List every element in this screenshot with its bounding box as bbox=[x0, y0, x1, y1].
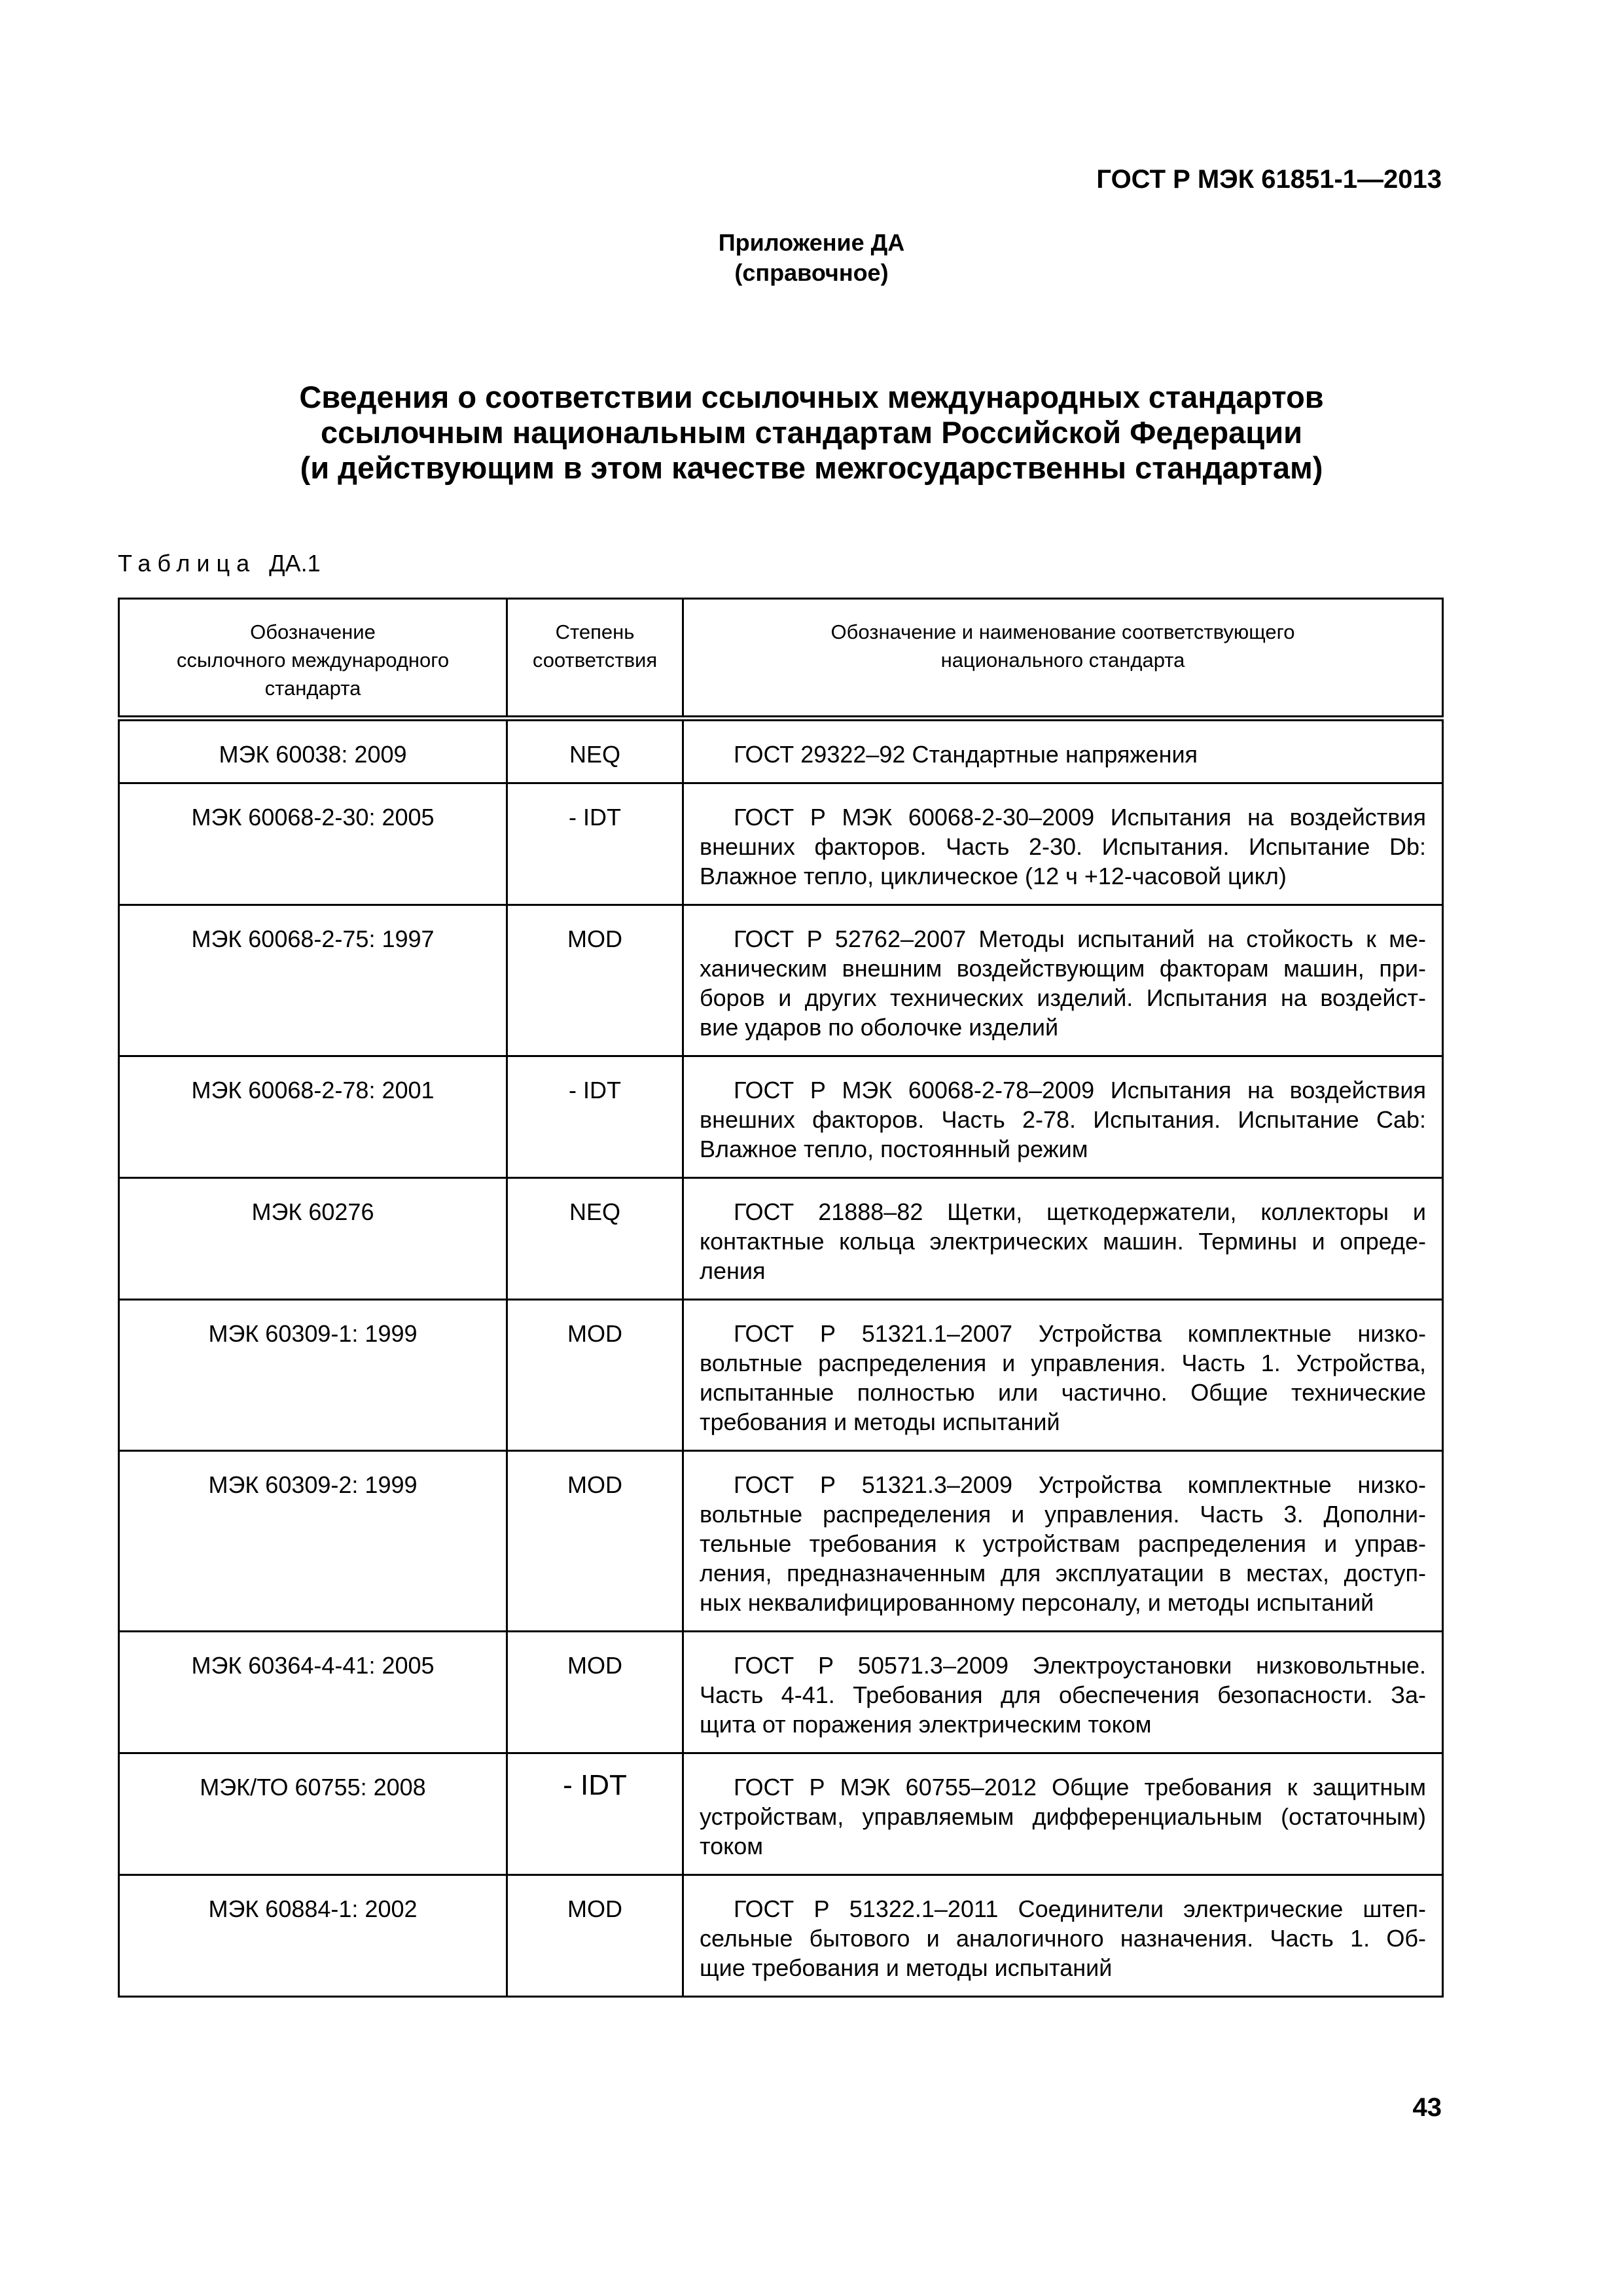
table-row bbox=[119, 1875, 1443, 1997]
table-row bbox=[119, 1632, 1443, 1753]
degree-cell: MOD bbox=[507, 905, 683, 1056]
national-standard-cell bbox=[683, 1632, 1443, 1753]
table-row bbox=[119, 1056, 1443, 1178]
national-standard-line: вие ударов по оболочке изделий bbox=[700, 1014, 1059, 1041]
degree-cell: - IDT bbox=[507, 1753, 683, 1875]
header-line: ссылочного международного bbox=[176, 649, 450, 672]
table-row bbox=[119, 905, 1443, 1056]
national-standard-line: ГОСТ 21888–82 Щетки, щеткодержатели, коллекторы и bbox=[734, 1198, 1426, 1225]
national-standard-line: вольтные распределения и управления. Часть 1. Устройства, bbox=[700, 1350, 1426, 1376]
appendix-subtitle: (справочное) bbox=[734, 259, 889, 286]
national-standard-line: ханическим внешним воздействующим факторам машин, при- bbox=[700, 955, 1426, 982]
table-row bbox=[119, 1178, 1443, 1300]
header-line: национального стандарта bbox=[940, 649, 1185, 672]
header-line: соответствия bbox=[532, 649, 658, 672]
national-standard-line: внешних факторов. Часть 2-78. Испытания. Испытание Cab: bbox=[700, 1106, 1426, 1133]
degree-cell: NEQ bbox=[507, 1178, 683, 1300]
title-line: ссылочным национальным стандартам Российской Федерации bbox=[320, 415, 1302, 450]
table-row bbox=[119, 1300, 1443, 1451]
degree-cell: MOD bbox=[507, 1451, 683, 1632]
international-standard-cell: МЭК 60068-2-78: 2001 bbox=[119, 1056, 507, 1178]
national-standard-cell bbox=[683, 1451, 1443, 1632]
header-line: стандарта bbox=[264, 677, 361, 700]
national-standard-line: ных неквалифицированному персоналу, и методы испытаний bbox=[700, 1589, 1374, 1616]
national-standard-line: боров и других технических изделий. Испытания на воздейст- bbox=[700, 984, 1426, 1011]
document-code-header: ГОСТ Р МЭК 61851-1—2013 bbox=[1096, 165, 1442, 194]
national-standard-line: контактные кольца электрических машин. Термины и опреде- bbox=[700, 1228, 1426, 1255]
national-standard-line: ления bbox=[700, 1257, 766, 1284]
national-standard-line: током bbox=[700, 1833, 764, 1859]
table-caption-word: Таблица bbox=[118, 550, 257, 577]
international-standard-cell: МЭК 60068-2-75: 1997 bbox=[119, 905, 507, 1056]
national-standard-cell bbox=[683, 1753, 1443, 1875]
national-standard-line: требования и методы испытаний bbox=[700, 1408, 1060, 1435]
international-standard-cell: МЭК 60309-2: 1999 bbox=[119, 1451, 507, 1632]
national-standard-line: Влажное тепло, циклическое (12 ч +12-часовой цикл) bbox=[700, 863, 1287, 889]
national-standard-line: ГОСТ Р 51321.1–2007 Устройства комплектные низко- bbox=[734, 1320, 1426, 1347]
title-line: (и действующим в этом качестве межгосударственны стандартам) bbox=[300, 450, 1323, 485]
national-standard-line: щие требования и методы испытаний bbox=[700, 1954, 1113, 1981]
degree-cell: MOD bbox=[507, 1632, 683, 1753]
national-standard-line: устройствам, управляемым дифференциальным (остаточным) bbox=[700, 1803, 1426, 1830]
table-row bbox=[119, 1451, 1443, 1632]
national-standard-line: ГОСТ Р МЭК 60068-2-78–2009 Испытания на воздействия bbox=[734, 1077, 1426, 1103]
table-caption-number: ДА.1 bbox=[269, 550, 321, 577]
correspondence-table bbox=[118, 598, 1444, 1998]
national-standard-line: ГОСТ Р 51322.1–2011 Соединители электрические штеп- bbox=[734, 1895, 1426, 1922]
international-standard-cell: МЭК 60884-1: 2002 bbox=[119, 1875, 507, 1997]
national-standard-line: ления, предназначенным для эксплуатации в местах, доступ- bbox=[700, 1560, 1426, 1587]
national-standard-line: вольтные распределения и управления. Часть 3. Дополни- bbox=[700, 1501, 1426, 1528]
national-standard-line: ГОСТ 29322–92 Стандартные напряжения bbox=[734, 741, 1198, 768]
international-standard-cell: МЭК 60276 bbox=[119, 1178, 507, 1300]
title-line: Сведения о соответствии ссылочных международных стандартов bbox=[299, 380, 1324, 414]
national-standard-cell bbox=[683, 783, 1443, 905]
national-standard-line: ГОСТ Р МЭК 60755–2012 Общие требования к защитным bbox=[734, 1774, 1426, 1801]
table-row bbox=[119, 1753, 1443, 1875]
header-line: Обозначение bbox=[250, 620, 376, 643]
table-row bbox=[119, 783, 1443, 905]
degree-cell: MOD bbox=[507, 1300, 683, 1451]
national-standard-line: Часть 4-41. Требования для обеспечения безопасности. За- bbox=[700, 1681, 1426, 1708]
header-international-standard bbox=[119, 599, 507, 719]
national-standard-line: тельные требования к устройствам распределения и управ- bbox=[700, 1530, 1426, 1557]
table-row bbox=[119, 719, 1443, 783]
header-degree bbox=[507, 599, 683, 719]
national-standard-line: щита от поражения электрическим током bbox=[700, 1711, 1152, 1738]
international-standard-cell: МЭК/ТО 60755: 2008 bbox=[119, 1753, 507, 1875]
national-standard-cell bbox=[683, 905, 1443, 1056]
document-title bbox=[0, 380, 1623, 486]
international-standard-cell: МЭК 60068-2-30: 2005 bbox=[119, 783, 507, 905]
national-standard-cell bbox=[683, 1875, 1443, 1997]
header-line: Степень bbox=[555, 620, 635, 643]
national-standard-cell bbox=[683, 1056, 1443, 1178]
national-standard-cell bbox=[683, 1178, 1443, 1300]
national-standard-line: испытанные полностью или частично. Общие технические bbox=[700, 1379, 1426, 1406]
national-standard-line: ГОСТ Р 52762–2007 Методы испытаний на стойкость к ме- bbox=[734, 925, 1426, 952]
international-standard-cell: МЭК 60364-4-41: 2005 bbox=[119, 1632, 507, 1753]
degree-cell: - IDT bbox=[507, 783, 683, 905]
national-standard-cell bbox=[683, 719, 1443, 783]
appendix-title: Приложение ДА bbox=[718, 229, 905, 256]
appendix-heading bbox=[0, 228, 1623, 288]
national-standard-line: ГОСТ Р МЭК 60068-2-30–2009 Испытания на воздействия bbox=[734, 804, 1426, 831]
header-line: Обозначение и наименование соответствующего bbox=[830, 620, 1295, 643]
table-caption bbox=[118, 550, 321, 577]
page-number: 43 bbox=[1412, 2093, 1442, 2122]
national-standard-line: сельные бытового и аналогичного назначения. Часть 1. Об- bbox=[700, 1925, 1426, 1952]
degree-cell: - IDT bbox=[507, 1056, 683, 1178]
header-national-standard bbox=[683, 599, 1443, 719]
international-standard-cell: МЭК 60038: 2009 bbox=[119, 719, 507, 783]
international-standard-cell: МЭК 60309-1: 1999 bbox=[119, 1300, 507, 1451]
national-standard-line: ГОСТ Р 50571.3–2009 Электроустановки низковольтные. bbox=[734, 1652, 1426, 1679]
national-standard-line: внешних факторов. Часть 2-30. Испытания. Испытание Db: bbox=[700, 833, 1426, 860]
degree-cell: NEQ bbox=[507, 719, 683, 783]
national-standard-line: ГОСТ Р 51321.3–2009 Устройства комплектные низко- bbox=[734, 1471, 1426, 1498]
national-standard-line: Влажное тепло, постоянный режим bbox=[700, 1136, 1088, 1162]
national-standard-cell bbox=[683, 1300, 1443, 1451]
table-header-row bbox=[119, 599, 1443, 719]
degree-cell: MOD bbox=[507, 1875, 683, 1997]
